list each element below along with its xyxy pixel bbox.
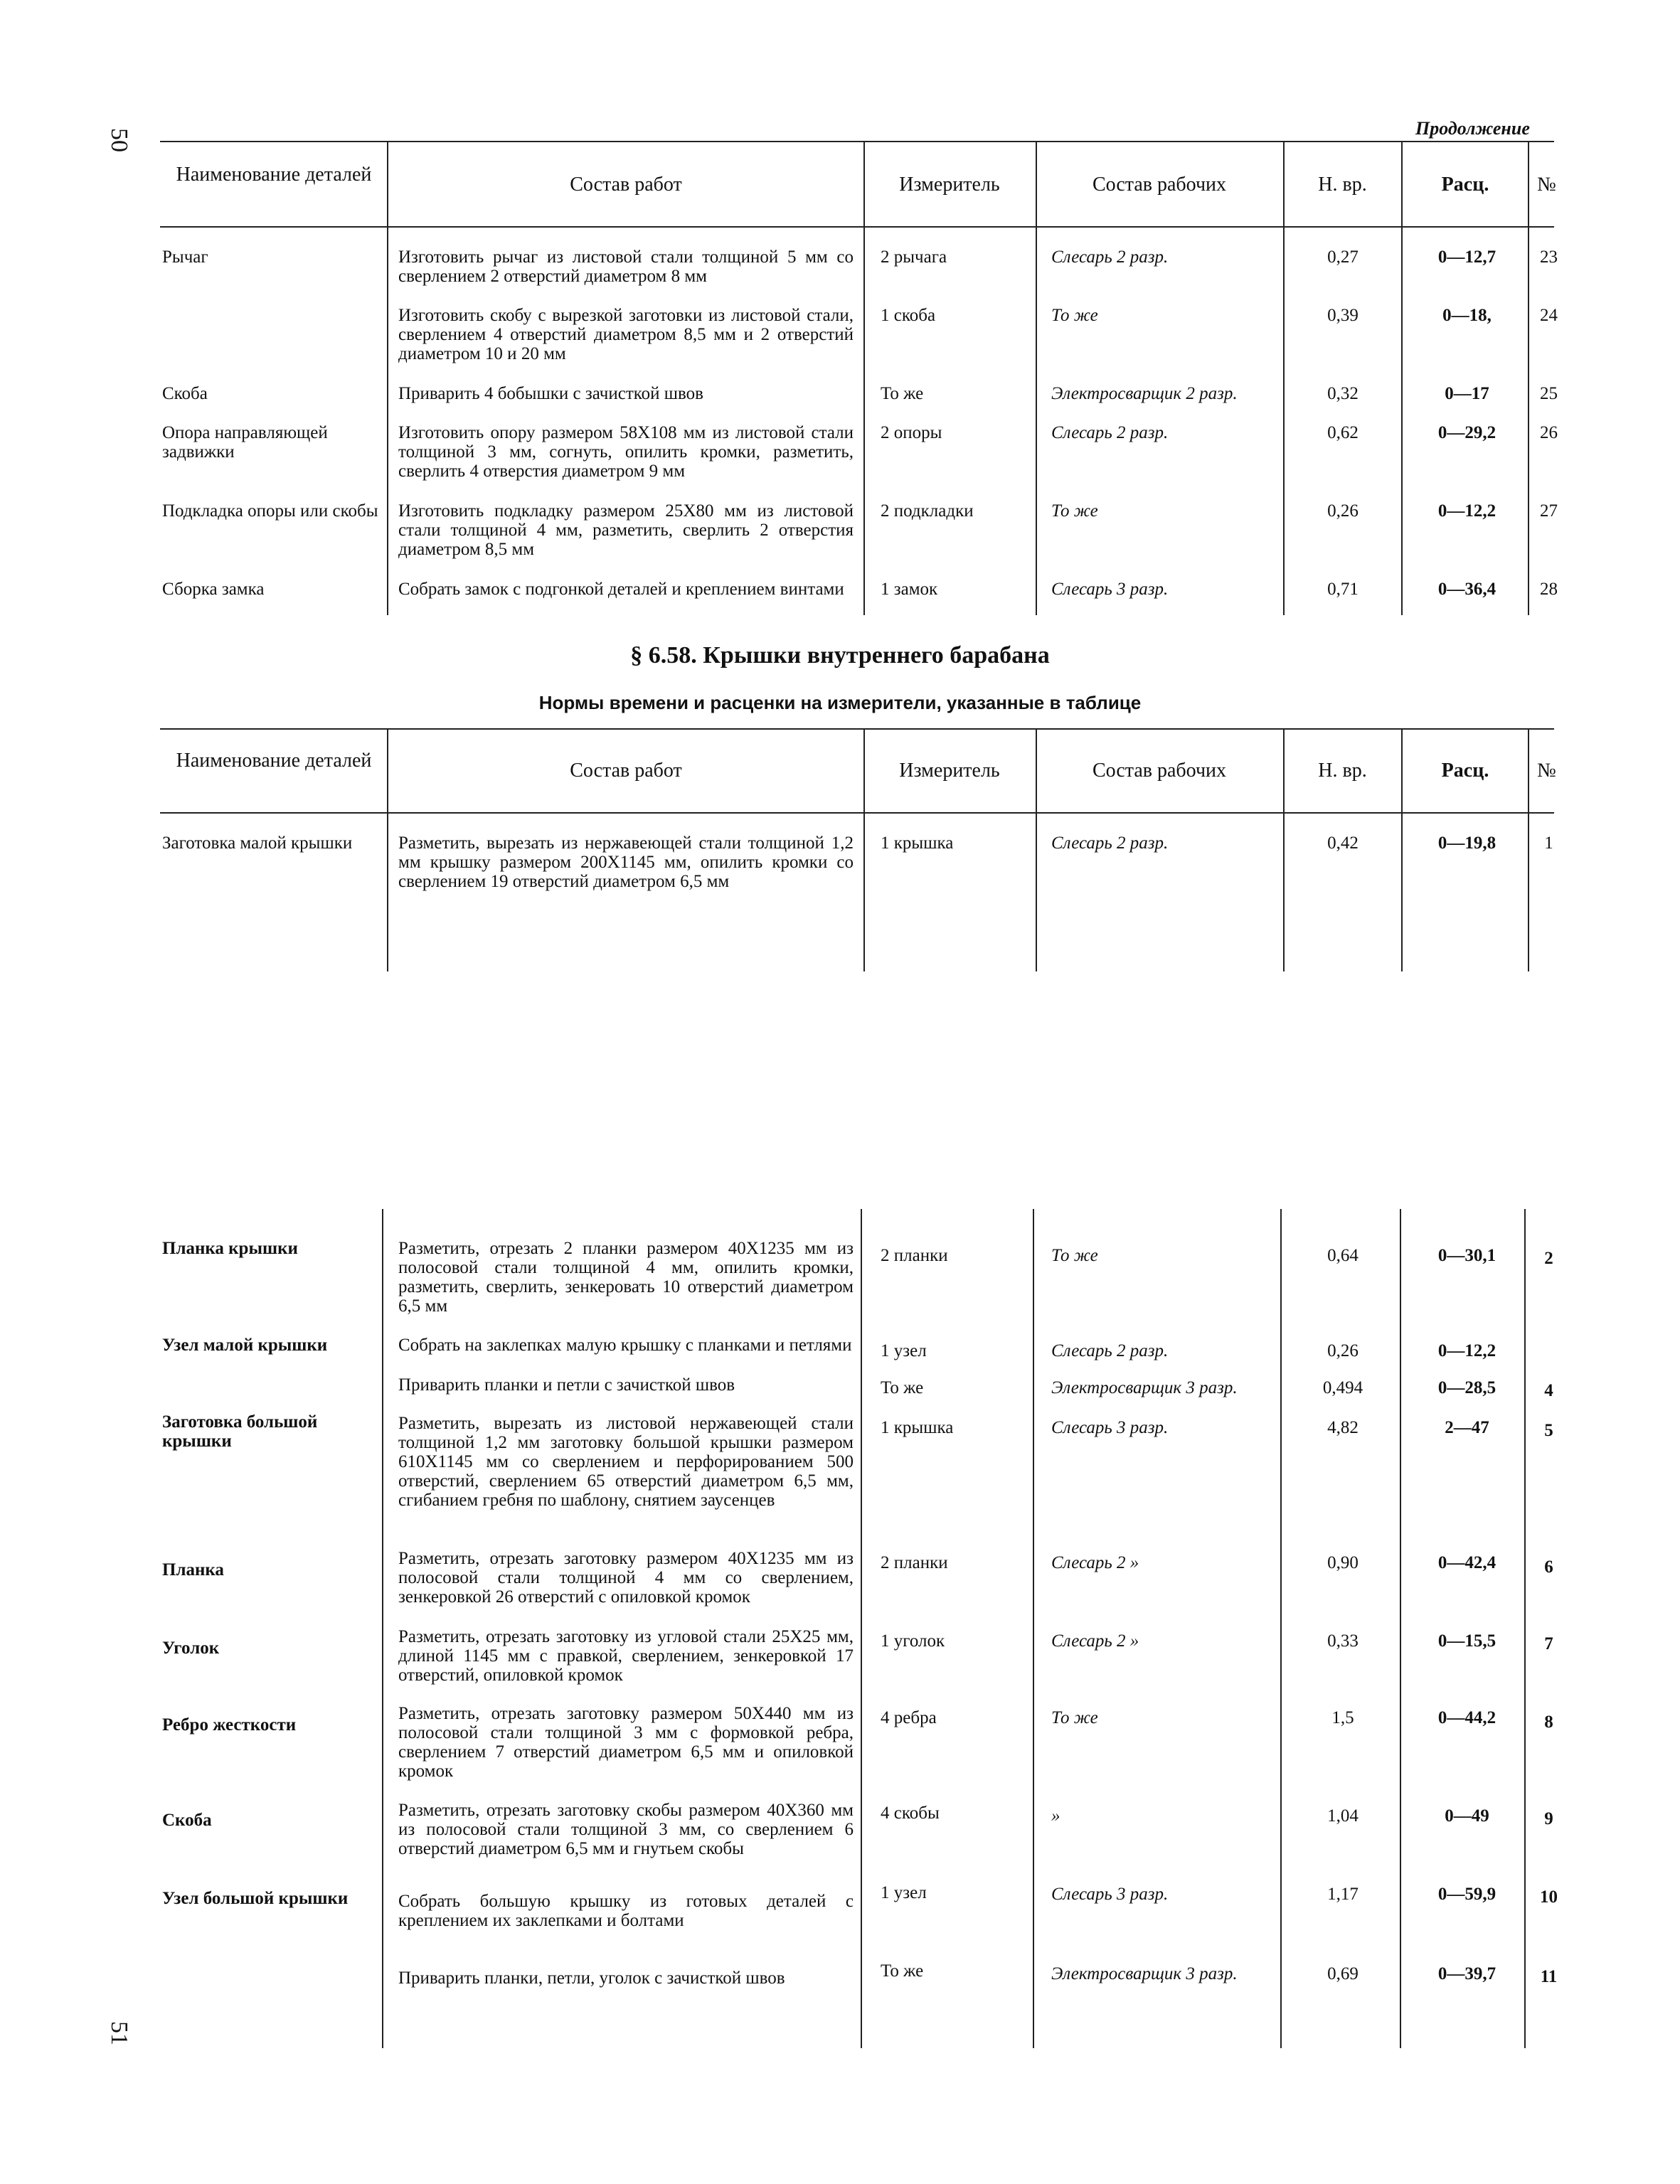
table-row-norm: 1,17 <box>1327 1885 1359 1904</box>
table-row-name: Узел малой крышки <box>162 1336 328 1355</box>
table-row-measure: То же <box>881 384 924 403</box>
table-row-name: Ребро жесткости <box>162 1715 297 1735</box>
table-row-measure: 1 скоба <box>881 306 936 325</box>
table-row-rate: 0—30,1 <box>1437 1246 1496 1265</box>
table-row-norm: 0,26 <box>1327 501 1359 521</box>
table-row-work: Приварить 4 бобышки с зачисткой швов <box>398 384 703 403</box>
table-row-crew: Слесарь 2 разр. <box>1051 1341 1169 1360</box>
table-row-norm: 0,69 <box>1327 1964 1359 1983</box>
table-row-measure: 4 ребра <box>881 1708 937 1727</box>
header-measure: Измеритель <box>899 760 1000 782</box>
header-num: № <box>1537 760 1556 782</box>
table-row-rate: 0—12,2 <box>1437 1341 1496 1360</box>
table-row-num: 9 <box>1544 1809 1553 1828</box>
table-row-rate: 0—19,8 <box>1437 833 1496 853</box>
table-row-name: Заготовка большой крышки <box>162 1412 318 1451</box>
table-row-crew: Слесарь 3 разр. <box>1051 580 1169 599</box>
table-row-num: 8 <box>1544 1712 1553 1732</box>
table-row-norm: 0,64 <box>1327 1246 1359 1265</box>
section-subtitle: Нормы времени и расценки на измерители, указанные в таблице <box>538 692 1142 713</box>
table-row-num: 11 <box>1540 1967 1558 1986</box>
table-row-rate: 0—39,7 <box>1437 1964 1496 1983</box>
table-row-rate: 0—18, <box>1442 306 1492 325</box>
table-row-num: 10 <box>1540 1887 1558 1907</box>
table-row-rate: 0—12,7 <box>1437 247 1496 267</box>
table-row-num: 23 <box>1540 247 1558 267</box>
table-row-measure: То же <box>881 1378 924 1397</box>
page-number-top: 50 <box>106 128 132 152</box>
table-row-measure: 1 узел <box>881 1883 927 1902</box>
table-row-crew: Слесарь 3 разр. <box>1051 1418 1169 1437</box>
table-row-work: Собрать большую крышку из готовых деталей с креплением их заклепками и болтами <box>398 1892 854 1930</box>
table-row-crew: То же <box>1051 1246 1098 1265</box>
table-row-work: Разметить, вырезать из листовой нержавеющей стали толщиной 1,2 мм заготовку большой крышки размером 610Х1145 мм со сверлением и перфорированием 500 отверстий, сверлением 65 отверстий диаметром 6,5 мм, сгибанием гребня по шаблону, снятием заусенцев <box>398 1414 854 1510</box>
table-row-work: Изготовить опору размером 58Х108 мм из листовой стали толщиной 3 мм, согнуть, опилить кромки, разметить, сверлить 4 отверстия диаметром 9 мм <box>398 423 854 481</box>
header-num: № <box>1537 174 1556 196</box>
header-crew: Состав рабочих <box>1092 760 1227 782</box>
header-name: Наименование деталей <box>176 164 372 186</box>
table-row-measure: 1 замок <box>881 580 938 599</box>
table-row-num: 6 <box>1544 1557 1553 1577</box>
table-row-norm: 4,82 <box>1327 1418 1359 1437</box>
table-row-norm: 0,26 <box>1327 1341 1359 1360</box>
table-row-measure: 2 подкладки <box>881 501 974 521</box>
table-row-norm: 0,42 <box>1327 833 1359 853</box>
table-row-norm: 0,71 <box>1327 580 1359 599</box>
header-name: Наименование деталей <box>176 750 372 772</box>
table-row-name: Заготовка малой крышки <box>162 833 353 853</box>
table-row-measure: 1 крышка <box>881 1418 954 1437</box>
table-row-norm: 0,494 <box>1322 1378 1363 1397</box>
table-row-norm: 0,39 <box>1327 306 1359 325</box>
table-row-rate: 0—12,2 <box>1437 501 1496 521</box>
table-row-measure: 2 опоры <box>881 423 942 442</box>
header-rate: Расц. <box>1441 760 1489 782</box>
table-row-norm: 0,90 <box>1327 1553 1359 1572</box>
table-row-num: 1 <box>1544 833 1553 853</box>
table-row-crew: То же <box>1051 1708 1098 1727</box>
section-title: § 6.58. Крышки внутреннего барабана <box>630 642 1050 668</box>
table-row-rate: 0—36,4 <box>1437 580 1496 599</box>
table-row-norm: 1,5 <box>1331 1708 1354 1727</box>
table-row-work: Разметить, отрезать заготовку из угловой стали 25Х25 мм, длиной 1145 мм с правкой, сверлением, зенкеровкой 17 отверстий, опиловкой кромок <box>398 1627 854 1685</box>
table-row-name: Рычаг <box>162 247 208 267</box>
table-row-rate: 0—15,5 <box>1437 1631 1496 1651</box>
table-row-crew: То же <box>1051 306 1098 325</box>
table-row-norm: 1,04 <box>1327 1806 1359 1826</box>
table-row-num: 25 <box>1540 384 1558 403</box>
header-work: Состав работ <box>570 760 682 782</box>
table-row-num: 4 <box>1544 1381 1553 1400</box>
table-row-name: Скоба <box>162 1811 212 1830</box>
table-row-name: Планка крышки <box>162 1239 298 1258</box>
table-row-rate: 0—49 <box>1445 1806 1489 1826</box>
table-row-norm: 0,33 <box>1327 1631 1359 1651</box>
table-row-norm: 0,32 <box>1327 384 1359 403</box>
table-row-name: Планка <box>162 1560 224 1580</box>
table-row-name: Опора направляющей задвижки <box>162 423 328 462</box>
table-row-measure: 2 планки <box>881 1246 948 1265</box>
table-row-crew: Слесарь 2 разр. <box>1051 423 1169 442</box>
table-row-work: Разметить, вырезать из нержавеющей стали толщиной 1,2 мм крышку размером 200Х1145 мм, опилить кромки со сверлением 19 отверстий диаметром 6,5 мм <box>398 833 854 891</box>
table-row-rate: 0—29,2 <box>1437 423 1496 442</box>
table-row-name: Узел большой крышки <box>162 1889 349 1908</box>
table-row-work: Разметить, отрезать заготовку скобы размером 40Х360 мм из полосовой стали толщиной 3 мм, со сверлением 6 отверстий диаметром 6,5 мм и гнутьем скобы <box>398 1801 854 1858</box>
table-row-num: 7 <box>1544 1634 1553 1653</box>
continuation-label: Продолжение <box>1415 118 1530 139</box>
table-row-name: Уголок <box>162 1639 220 1658</box>
table-row-work: Изготовить подкладку размером 25Х80 мм из листовой стали толщиной 4 мм, разметить, сверлить 2 отверстия диаметром 8,5 мм <box>398 501 854 559</box>
table-row-measure: 2 планки <box>881 1553 948 1572</box>
table-row-rate: 0—28,5 <box>1437 1378 1496 1397</box>
table-row-crew: » <box>1051 1806 1060 1826</box>
table-row-measure: 4 скобы <box>881 1804 940 1823</box>
table-row-rate: 0—44,2 <box>1437 1708 1496 1727</box>
table-row-crew: Электросварщик 2 разр. <box>1051 384 1238 403</box>
page-number-bottom: 51 <box>106 2021 132 2045</box>
table-row-work: Приварить планки и петли с зачисткой швов <box>398 1375 735 1395</box>
header-rate: Расц. <box>1441 174 1489 196</box>
table-row-work: Разметить, отрезать заготовку размером 40Х1235 мм из полосовой стали толщиной 4 мм со сверлением, зенкеровкой 26 отверстий с опиловкой кромок <box>398 1549 854 1607</box>
header-measure: Измеритель <box>899 174 1000 196</box>
table-row-name: Сборка замка <box>162 580 265 599</box>
table-row-work: Собрать замок с подгонкой деталей и креплением винтами <box>398 580 844 599</box>
table-row-num: 2 <box>1544 1249 1553 1268</box>
table-row-work: Изготовить рычаг из листовой стали толщиной 5 мм со сверлением 2 отверстий диаметром 8 мм <box>398 247 854 286</box>
header-work: Состав работ <box>570 174 682 196</box>
header-crew: Состав рабочих <box>1092 174 1227 196</box>
table-row-name: Подкладка опоры или скобы <box>162 501 378 521</box>
table-row-num: 24 <box>1540 306 1558 325</box>
header-norm: Н. вр. <box>1318 174 1367 196</box>
table-row-name: Скоба <box>162 384 208 403</box>
header-norm: Н. вр. <box>1318 760 1367 782</box>
table-row-measure: 1 крышка <box>881 833 954 853</box>
table-row-num: 28 <box>1540 580 1558 599</box>
table-row-crew: Электросварщик 3 разр. <box>1051 1378 1238 1397</box>
table-row-work: Разметить, отрезать 2 планки размером 40Х1235 мм из полосовой стали толщиной 4 мм, опилить кромки, разметить, сверлить, зенкеровать 10 отверстий диаметром 6,5 мм <box>398 1239 854 1316</box>
table-row-measure: То же <box>881 1961 924 1981</box>
table-row-rate: 0—42,4 <box>1437 1553 1496 1572</box>
table-row-work: Собрать на заклепках малую крышку с планками и петлями <box>398 1336 852 1355</box>
table-row-crew: Слесарь 2 » <box>1051 1553 1139 1572</box>
table-row-crew: Электросварщик 3 разр. <box>1051 1964 1238 1983</box>
table-row-num: 26 <box>1540 423 1558 442</box>
table-row-work: Приварить планки, петли, уголок с зачисткой швов <box>398 1969 785 1988</box>
table-row-num: 27 <box>1540 501 1558 521</box>
table-row-rate: 0—17 <box>1445 384 1489 403</box>
table-row-crew: Слесарь 3 разр. <box>1051 1885 1169 1904</box>
table-row-crew: То же <box>1051 501 1098 521</box>
table-row-rate: 0—59,9 <box>1437 1885 1496 1904</box>
table-row-crew: Слесарь 2 разр. <box>1051 833 1169 853</box>
table-row-norm: 0,27 <box>1327 247 1359 267</box>
table-row-work: Разметить, отрезать заготовку размером 50Х440 мм из полосовой стали толщиной 3 мм с формовкой ребра, сверлением 7 отверстий диаметром 6,5 мм и опиловкой кромок <box>398 1704 854 1781</box>
table-row-crew: Слесарь 2 разр. <box>1051 247 1169 267</box>
table-row-norm: 0,62 <box>1327 423 1359 442</box>
table-row-measure: 2 рычага <box>881 247 947 267</box>
table-row-work: Изготовить скобу с вырезкой заготовки из листовой стали, сверлением 4 отверстий диаметром 8,5 мм и 2 отверстий диаметром 10 и 20 мм <box>398 306 854 363</box>
table-row-rate: 2—47 <box>1445 1418 1489 1437</box>
table-row-measure: 1 уголок <box>881 1631 945 1651</box>
table-row-measure: 1 узел <box>881 1341 927 1360</box>
table-row-num: 5 <box>1544 1421 1553 1440</box>
table-row-crew: Слесарь 2 » <box>1051 1631 1139 1651</box>
